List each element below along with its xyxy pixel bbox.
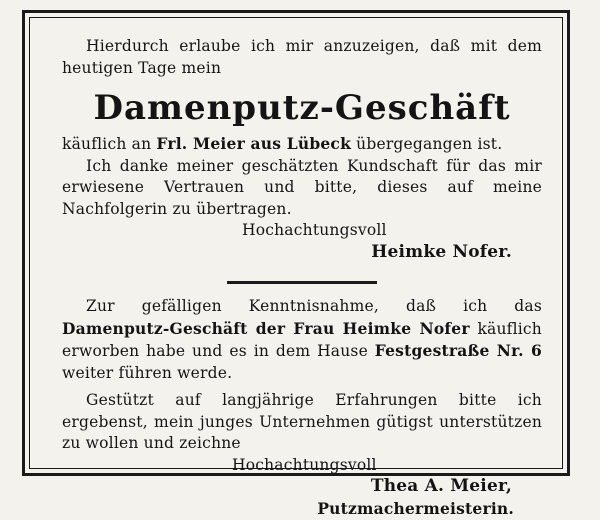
closing-2: Hochachtungsvoll [232, 455, 377, 474]
address: Festgestraße Nr. 6 [374, 341, 542, 360]
notice-text-a: Zur gefälligen Kenntnisnahme, daß ich das [86, 297, 542, 315]
advertisement [62, 36, 542, 520]
notice-text [62, 296, 542, 384]
request-text: Gestützt auf langjährige Erfahrungen bitte ich ergebenst, mein junges Unternehmen gütigst unterstützen zu wollen und zeichne [62, 391, 542, 452]
divider-rule [227, 281, 377, 284]
intro-text: Hierdurch erlaube ich mir anzuzeigen, daß mit dem heutigen Tage mein [62, 37, 542, 77]
headline: Damenputz-Geschäft [93, 88, 511, 128]
transfer-text [62, 133, 542, 156]
occupation: Putzmachermeisterin. [317, 498, 514, 518]
signature-1: Heimke Nofer. [371, 241, 512, 262]
successor-name: Frl. Meier aus Lübeck [156, 134, 352, 153]
business-name: Damenputz-Geschäft der Frau Heimke Nofer [62, 318, 470, 338]
closing-1: Hochachtungsvoll [242, 221, 387, 239]
notice-text-e: weiter führen werde. [62, 363, 233, 382]
notice-text-c: käuflich erworben habe und es in dem Hause [62, 319, 542, 360]
transfer-text-a: käuflich an [62, 135, 157, 153]
signature-2: Thea A. Meier, [370, 476, 512, 496]
transfer-text-c: übergegangen ist. [351, 135, 503, 153]
thanks-text: Ich danke meiner geschätzten Kundschaft für das mir erwiesene Vertrauen und bitte, dieses auf meine Nachfolgerin zu übertragen. [62, 156, 542, 218]
